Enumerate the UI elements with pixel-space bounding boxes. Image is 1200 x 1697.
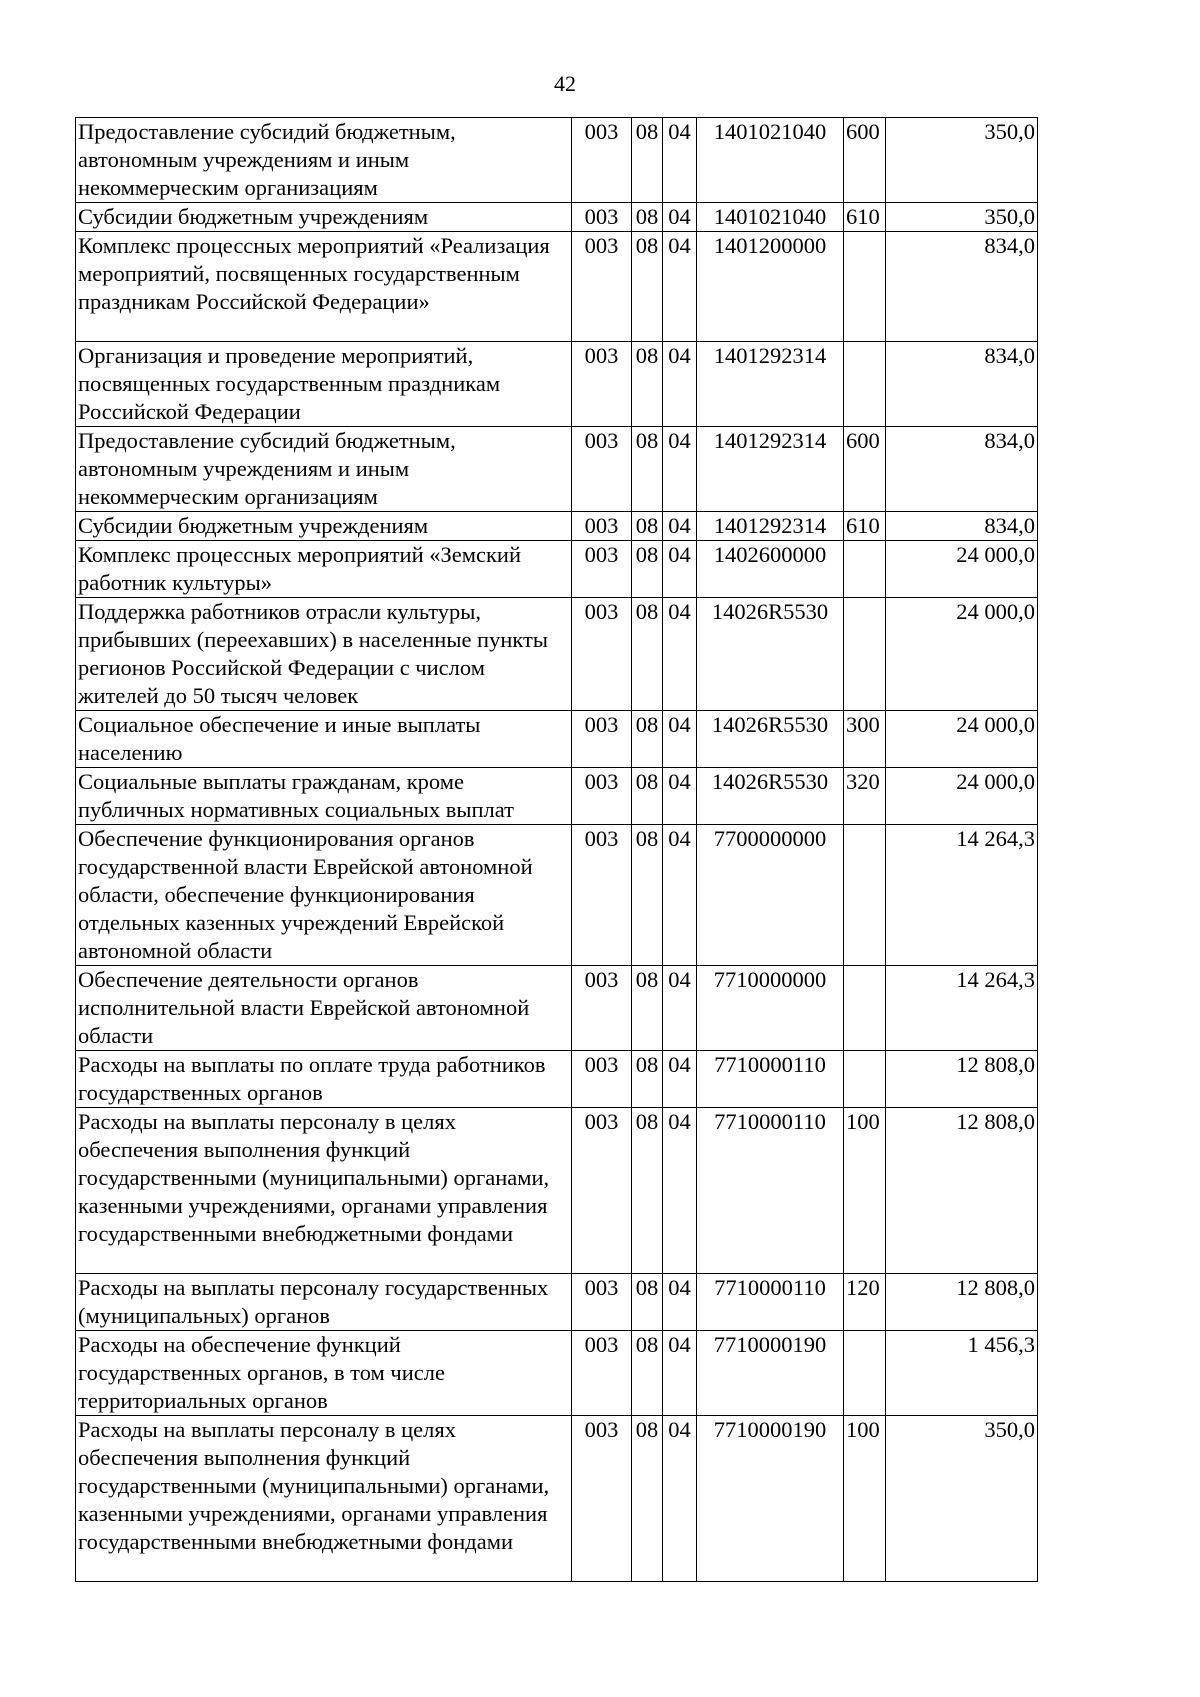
expense-name-cell: Субсидии бюджетным учреждениям xyxy=(76,512,572,541)
subsection-code-cell: 04 xyxy=(663,598,697,711)
table-row xyxy=(76,825,1038,966)
target-article-cell: 1401292314 xyxy=(697,342,844,427)
amount-cell: 1 456,3 xyxy=(886,1331,1038,1416)
expense-name-cell: Социальные выплаты гражданам, кроме публичных нормативных социальных выплат xyxy=(76,768,572,825)
expense-type-cell: 300 xyxy=(844,711,886,768)
ministry-code-cell: 003 xyxy=(572,966,632,1051)
section-code-cell: 08 xyxy=(632,1331,663,1416)
budget-table xyxy=(75,117,1038,1582)
amount-cell: 12 808,0 xyxy=(886,1108,1038,1274)
table-row xyxy=(76,232,1038,342)
subsection-code-cell: 04 xyxy=(663,1051,697,1108)
amount-cell: 14 264,3 xyxy=(886,966,1038,1051)
amount-cell: 350,0 xyxy=(886,118,1038,203)
expense-name-cell: Субсидии бюджетным учреждениям xyxy=(76,203,572,232)
expense-type-cell xyxy=(844,1331,886,1416)
expense-name-cell: Предоставление субсидий бюджетным, автономным учреждениям и иным некоммерческим организациям xyxy=(76,427,572,512)
subsection-code-cell: 04 xyxy=(663,512,697,541)
ministry-code-cell: 003 xyxy=(572,825,632,966)
expense-name-cell: Расходы на выплаты персоналу в целях обеспечения выполнения функций государственными (муниципальными) органами, казенными учреждениями, органами управления государственными внебюджетными фондами xyxy=(76,1108,572,1274)
expense-type-cell: 610 xyxy=(844,203,886,232)
section-code-cell: 08 xyxy=(632,1274,663,1331)
subsection-code-cell: 04 xyxy=(663,711,697,768)
section-code-cell: 08 xyxy=(632,512,663,541)
amount-cell: 24 000,0 xyxy=(886,711,1038,768)
table-row xyxy=(76,1108,1038,1274)
subsection-code-cell: 04 xyxy=(663,427,697,512)
expense-type-cell: 320 xyxy=(844,768,886,825)
subsection-code-cell: 04 xyxy=(663,1108,697,1274)
amount-cell: 834,0 xyxy=(886,342,1038,427)
expense-name-cell: Расходы на выплаты персоналу государственных (муниципальных) органов xyxy=(76,1274,572,1331)
ministry-code-cell: 003 xyxy=(572,541,632,598)
section-code-cell: 08 xyxy=(632,1108,663,1274)
amount-cell: 12 808,0 xyxy=(886,1051,1038,1108)
ministry-code-cell: 003 xyxy=(572,1416,632,1582)
ministry-code-cell: 003 xyxy=(572,427,632,512)
amount-cell: 24 000,0 xyxy=(886,598,1038,711)
subsection-code-cell: 04 xyxy=(663,1331,697,1416)
target-article-cell: 1401200000 xyxy=(697,232,844,342)
ministry-code-cell: 003 xyxy=(572,1274,632,1331)
expense-type-cell: 610 xyxy=(844,512,886,541)
expense-type-cell xyxy=(844,825,886,966)
target-article-cell: 7710000110 xyxy=(697,1274,844,1331)
ministry-code-cell: 003 xyxy=(572,118,632,203)
table-row xyxy=(76,118,1038,203)
amount-cell: 14 264,3 xyxy=(886,825,1038,966)
section-code-cell: 08 xyxy=(632,118,663,203)
amount-cell: 834,0 xyxy=(886,427,1038,512)
table-row xyxy=(76,711,1038,768)
table-row xyxy=(76,598,1038,711)
expense-name-cell: Комплекс процессных мероприятий «Реализация мероприятий, посвященных государственным праздникам Российской Федерации» xyxy=(76,232,572,342)
amount-cell: 350,0 xyxy=(886,203,1038,232)
expense-type-cell: 100 xyxy=(844,1416,886,1582)
subsection-code-cell: 04 xyxy=(663,541,697,598)
page-number: 42 xyxy=(554,71,576,96)
amount-cell: 24 000,0 xyxy=(886,541,1038,598)
table-row xyxy=(76,1331,1038,1416)
section-code-cell: 08 xyxy=(632,232,663,342)
expense-type-cell xyxy=(844,598,886,711)
ministry-code-cell: 003 xyxy=(572,598,632,711)
table-row xyxy=(76,966,1038,1051)
ministry-code-cell: 003 xyxy=(572,711,632,768)
table-row xyxy=(76,541,1038,598)
ministry-code-cell: 003 xyxy=(572,1108,632,1274)
section-code-cell: 08 xyxy=(632,541,663,598)
expense-name-cell: Социальное обеспечение и иные выплаты населению xyxy=(76,711,572,768)
section-code-cell: 08 xyxy=(632,711,663,768)
ministry-code-cell: 003 xyxy=(572,1331,632,1416)
expense-type-cell: 100 xyxy=(844,1108,886,1274)
expense-type-cell: 120 xyxy=(844,1274,886,1331)
subsection-code-cell: 04 xyxy=(663,203,697,232)
subsection-code-cell: 04 xyxy=(663,118,697,203)
amount-cell: 834,0 xyxy=(886,512,1038,541)
section-code-cell: 08 xyxy=(632,825,663,966)
target-article-cell: 7710000110 xyxy=(697,1108,844,1274)
table-row xyxy=(76,512,1038,541)
target-article-cell: 1401021040 xyxy=(697,118,844,203)
expense-type-cell xyxy=(844,1051,886,1108)
amount-cell: 350,0 xyxy=(886,1416,1038,1582)
section-code-cell: 08 xyxy=(632,342,663,427)
table-row xyxy=(76,203,1038,232)
target-article-cell: 14026R5530 xyxy=(697,711,844,768)
expense-name-cell: Обеспечение функционирования органов государственной власти Еврейской автономной области, обеспечение функционирования отдельных казенных учреждений Еврейской автономной области xyxy=(76,825,572,966)
section-code-cell: 08 xyxy=(632,768,663,825)
target-article-cell: 7700000000 xyxy=(697,825,844,966)
expense-type-cell xyxy=(844,541,886,598)
amount-cell: 12 808,0 xyxy=(886,1274,1038,1331)
table-row xyxy=(76,1416,1038,1582)
expense-type-cell: 600 xyxy=(844,427,886,512)
target-article-cell: 7710000110 xyxy=(697,1051,844,1108)
expense-name-cell: Комплекс процессных мероприятий «Земский работник культуры» xyxy=(76,541,572,598)
expense-name-cell: Расходы на выплаты персоналу в целях обеспечения выполнения функций государственными (муниципальными) органами, казенными учреждениями, органами управления государственными внебюджетными фондами xyxy=(76,1416,572,1582)
target-article-cell: 7710000190 xyxy=(697,1331,844,1416)
target-article-cell: 14026R5530 xyxy=(697,768,844,825)
section-code-cell: 08 xyxy=(632,203,663,232)
table-row xyxy=(76,427,1038,512)
section-code-cell: 08 xyxy=(632,598,663,711)
amount-cell: 834,0 xyxy=(886,232,1038,342)
ministry-code-cell: 003 xyxy=(572,203,632,232)
expense-type-cell xyxy=(844,232,886,342)
expense-name-cell: Поддержка работников отрасли культуры, прибывших (переехавших) в населенные пункты регионов Российской Федерации с числом жителей до 50 тысяч человек xyxy=(76,598,572,711)
subsection-code-cell: 04 xyxy=(663,1416,697,1582)
table-row xyxy=(76,1274,1038,1331)
subsection-code-cell: 04 xyxy=(663,342,697,427)
table-row xyxy=(76,342,1038,427)
target-article-cell: 1401292314 xyxy=(697,512,844,541)
subsection-code-cell: 04 xyxy=(663,768,697,825)
target-article-cell: 1402600000 xyxy=(697,541,844,598)
section-code-cell: 08 xyxy=(632,966,663,1051)
expense-name-cell: Расходы на обеспечение функций государственных органов, в том числе территориальных органов xyxy=(76,1331,572,1416)
subsection-code-cell: 04 xyxy=(663,966,697,1051)
target-article-cell: 7710000000 xyxy=(697,966,844,1051)
expense-type-cell: 600 xyxy=(844,118,886,203)
ministry-code-cell: 003 xyxy=(572,1051,632,1108)
budget-table-body xyxy=(76,118,1038,1582)
ministry-code-cell: 003 xyxy=(572,232,632,342)
expense-name-cell: Предоставление субсидий бюджетным, автономным учреждениям и иным некоммерческим организациям xyxy=(76,118,572,203)
table-row xyxy=(76,768,1038,825)
expense-name-cell: Расходы на выплаты по оплате труда работников государственных органов xyxy=(76,1051,572,1108)
section-code-cell: 08 xyxy=(632,427,663,512)
expense-type-cell xyxy=(844,342,886,427)
target-article-cell: 14026R5530 xyxy=(697,598,844,711)
amount-cell: 24 000,0 xyxy=(886,768,1038,825)
subsection-code-cell: 04 xyxy=(663,825,697,966)
ministry-code-cell: 003 xyxy=(572,512,632,541)
target-article-cell: 1401021040 xyxy=(697,203,844,232)
section-code-cell: 08 xyxy=(632,1051,663,1108)
expense-name-cell: Организация и проведение мероприятий, посвященных государственным праздникам Российской Федерации xyxy=(76,342,572,427)
target-article-cell: 7710000190 xyxy=(697,1416,844,1582)
table-row xyxy=(76,1051,1038,1108)
expense-type-cell xyxy=(844,966,886,1051)
ministry-code-cell: 003 xyxy=(572,768,632,825)
expense-name-cell: Обеспечение деятельности органов исполнительной власти Еврейской автономной области xyxy=(76,966,572,1051)
ministry-code-cell: 003 xyxy=(572,342,632,427)
section-code-cell: 08 xyxy=(632,1416,663,1582)
subsection-code-cell: 04 xyxy=(663,232,697,342)
subsection-code-cell: 04 xyxy=(663,1274,697,1331)
target-article-cell: 1401292314 xyxy=(697,427,844,512)
